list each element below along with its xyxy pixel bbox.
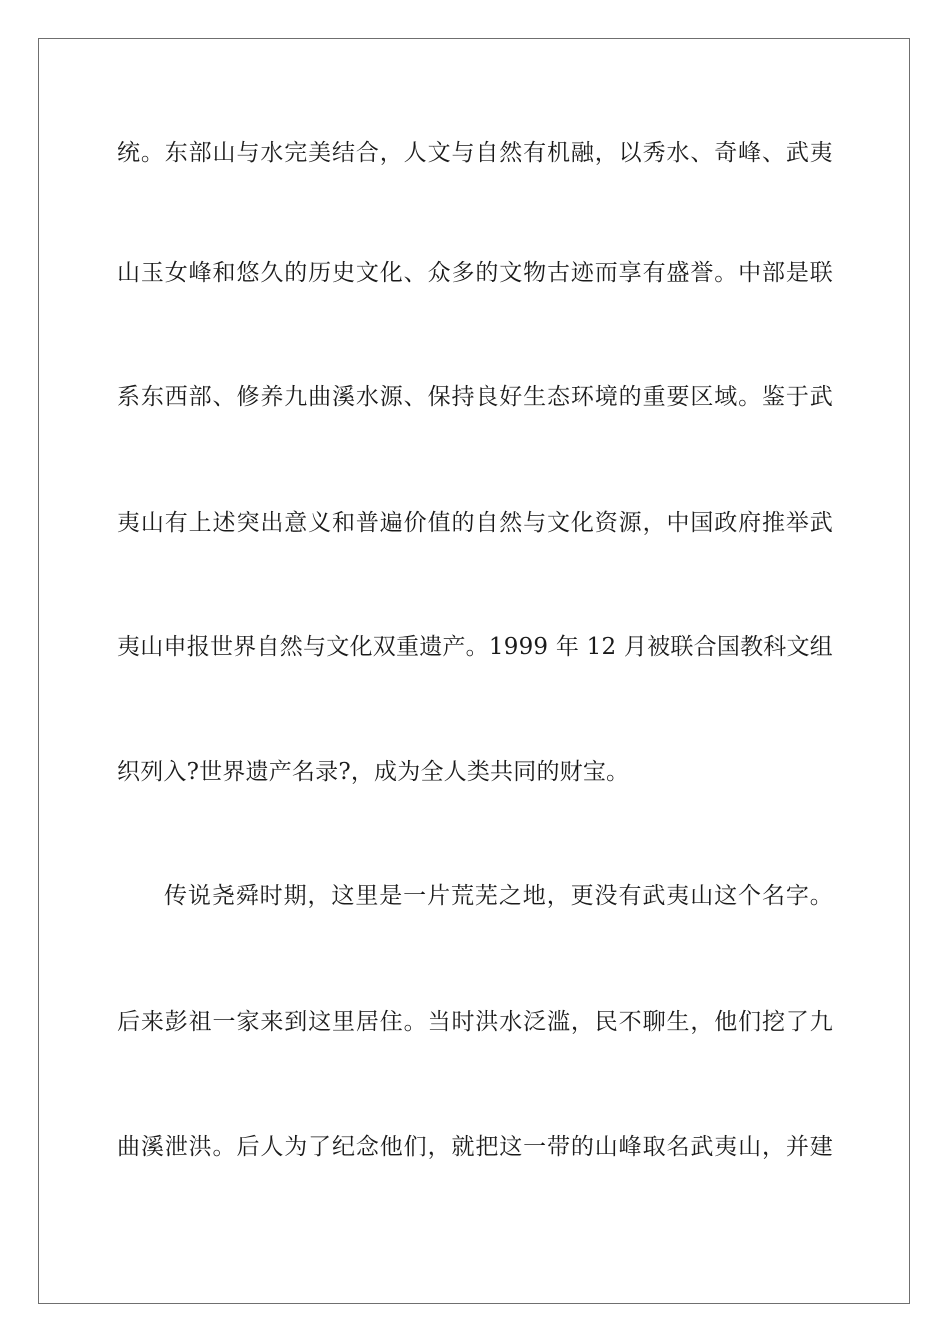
text-line-6: 织列入?世界遗产名录?，成为全人类共同的财宝。 <box>117 759 630 785</box>
text-line-9: 曲溪泄洪。后人为了纪念他们，就把这一带的山峰取名武夷山，并建 <box>117 1134 833 1160</box>
text-line-4: 夷山有上述突出意义和普遍价值的自然与文化资源，中国政府推举武 <box>117 510 833 536</box>
text-line-5: 夷山申报世界自然与文化双重遗产。1999 年 12 月被联合国教科文组 <box>117 634 833 660</box>
text-line-3: 系东西部、修养九曲溪水源、保持良好生态环境的重要区域。鉴于武 <box>117 384 833 410</box>
text-line-1: 统。东部山与水完美结合，人文与自然有机融，以秀水、奇峰、武夷 <box>117 140 833 166</box>
text-line-8: 后来彭祖一家来到这里居住。当时洪水泛滥，民不聊生，他们挖了九 <box>117 1009 833 1035</box>
page-border <box>38 38 910 1304</box>
text-line-2: 山玉女峰和悠久的历史文化、众多的文物古迹而享有盛誉。中部是联 <box>117 260 833 286</box>
text-line-7-paragraph-start: 传说尧舜时期，这里是一片荒芜之地，更没有武夷山这个名字。 <box>164 883 833 909</box>
